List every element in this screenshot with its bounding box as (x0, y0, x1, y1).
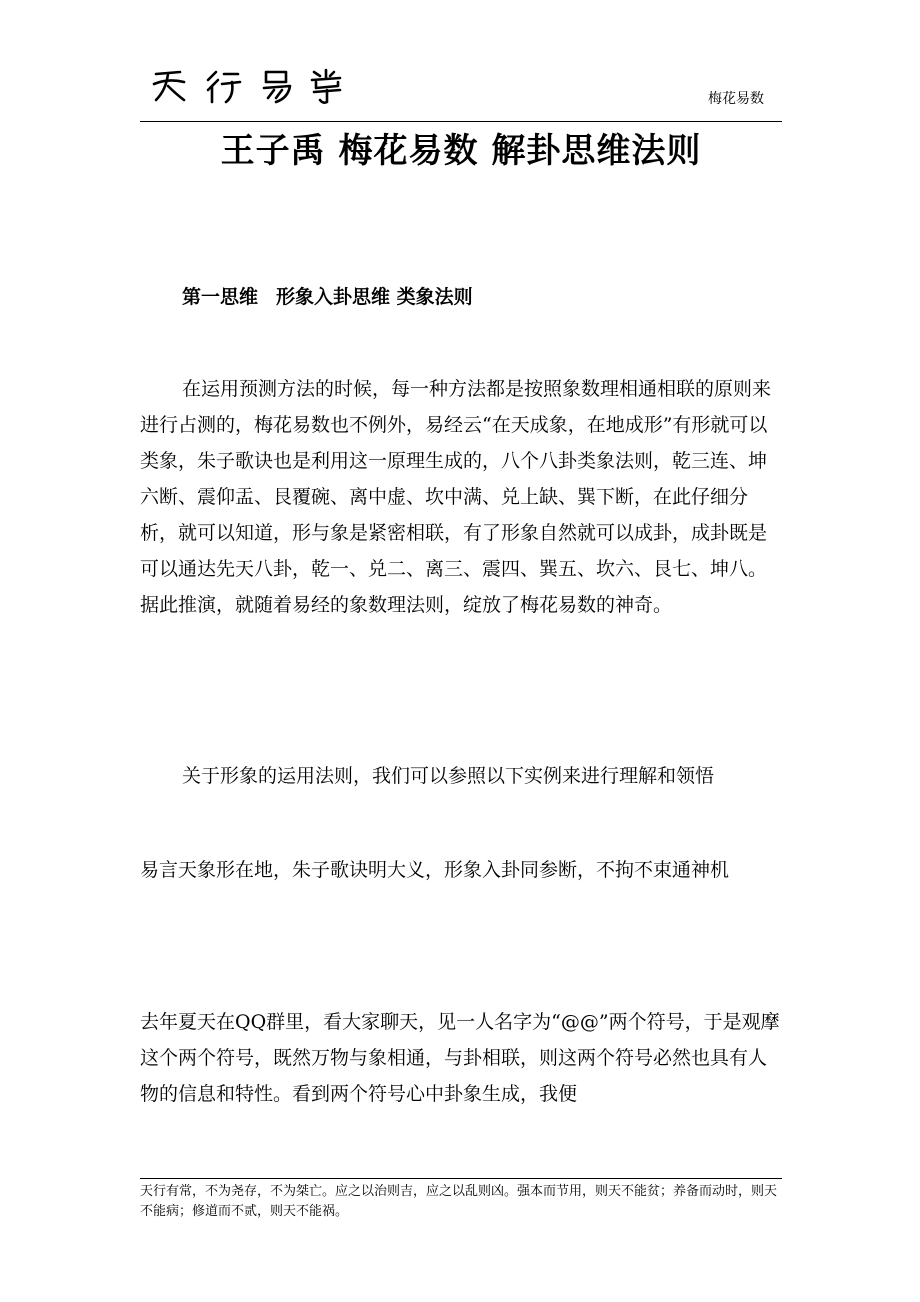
footer-quote: 天行有常，不为尧存，不为桀亡。应之以治则吉，应之以乱则凶。强本而节用，则天不能贫；养备而动时，则天不能病；修道而不贰，则天不能祸。 (140, 1184, 778, 1219)
section-heading-part1: 第一思维 (182, 286, 259, 308)
header-logo (150, 66, 350, 106)
body-paragraph: 去年夏天在QQ群里，看大家聊天，见一人名字为“@@”两个符号，于是观摩这个两个符号，既然万物与象相通，与卦相联，则这两个符号必然也具有人物的信息和特性。看到两个符号心中卦象生成，我便 (140, 1011, 780, 1105)
section-heading (182, 282, 473, 309)
verse-paragraph: 易言天象形在地，朱子歌诀明大义，形象入卦同参断，不拘不束通神机 (140, 859, 730, 881)
section-heading-part2: 形象入卦思维 类象法则 (276, 286, 473, 308)
body-paragraph: 关于形象的运用法则，我们可以参照以下实例来进行理解和领悟 (182, 765, 715, 787)
header-divider (140, 121, 782, 122)
seal-script-logo (150, 66, 350, 106)
page-title: 王子禹 梅花易数 解卦思维法则 (220, 131, 702, 171)
footer-divider (140, 1178, 782, 1179)
header-running-title: 梅花易数 (708, 91, 764, 107)
body-paragraph: 在运用预测方法的时候，每一种方法都是按照象数理相通相联的原则来进行占测的，梅花易数也不例外，易经云“在天成象，在地成形”有形就可以类象，朱子歌诀也是利用这一原理生成的，八个八卦类象法则，乾三连、坤六断、震仰盂、艮覆碗、离中虚、坎中满、兑上缺、巽下断，在此仔细分析，就可以知道，形与象是紧密相联，有了形象自然就可以成卦，成卦既是可以通达先天八卦，乾一、兑二、离三、震四、巽五、坎六、艮七、坤八。据此推演，就随着易经的象数理法则，绽放了梅花易数的神奇。 (140, 378, 772, 616)
